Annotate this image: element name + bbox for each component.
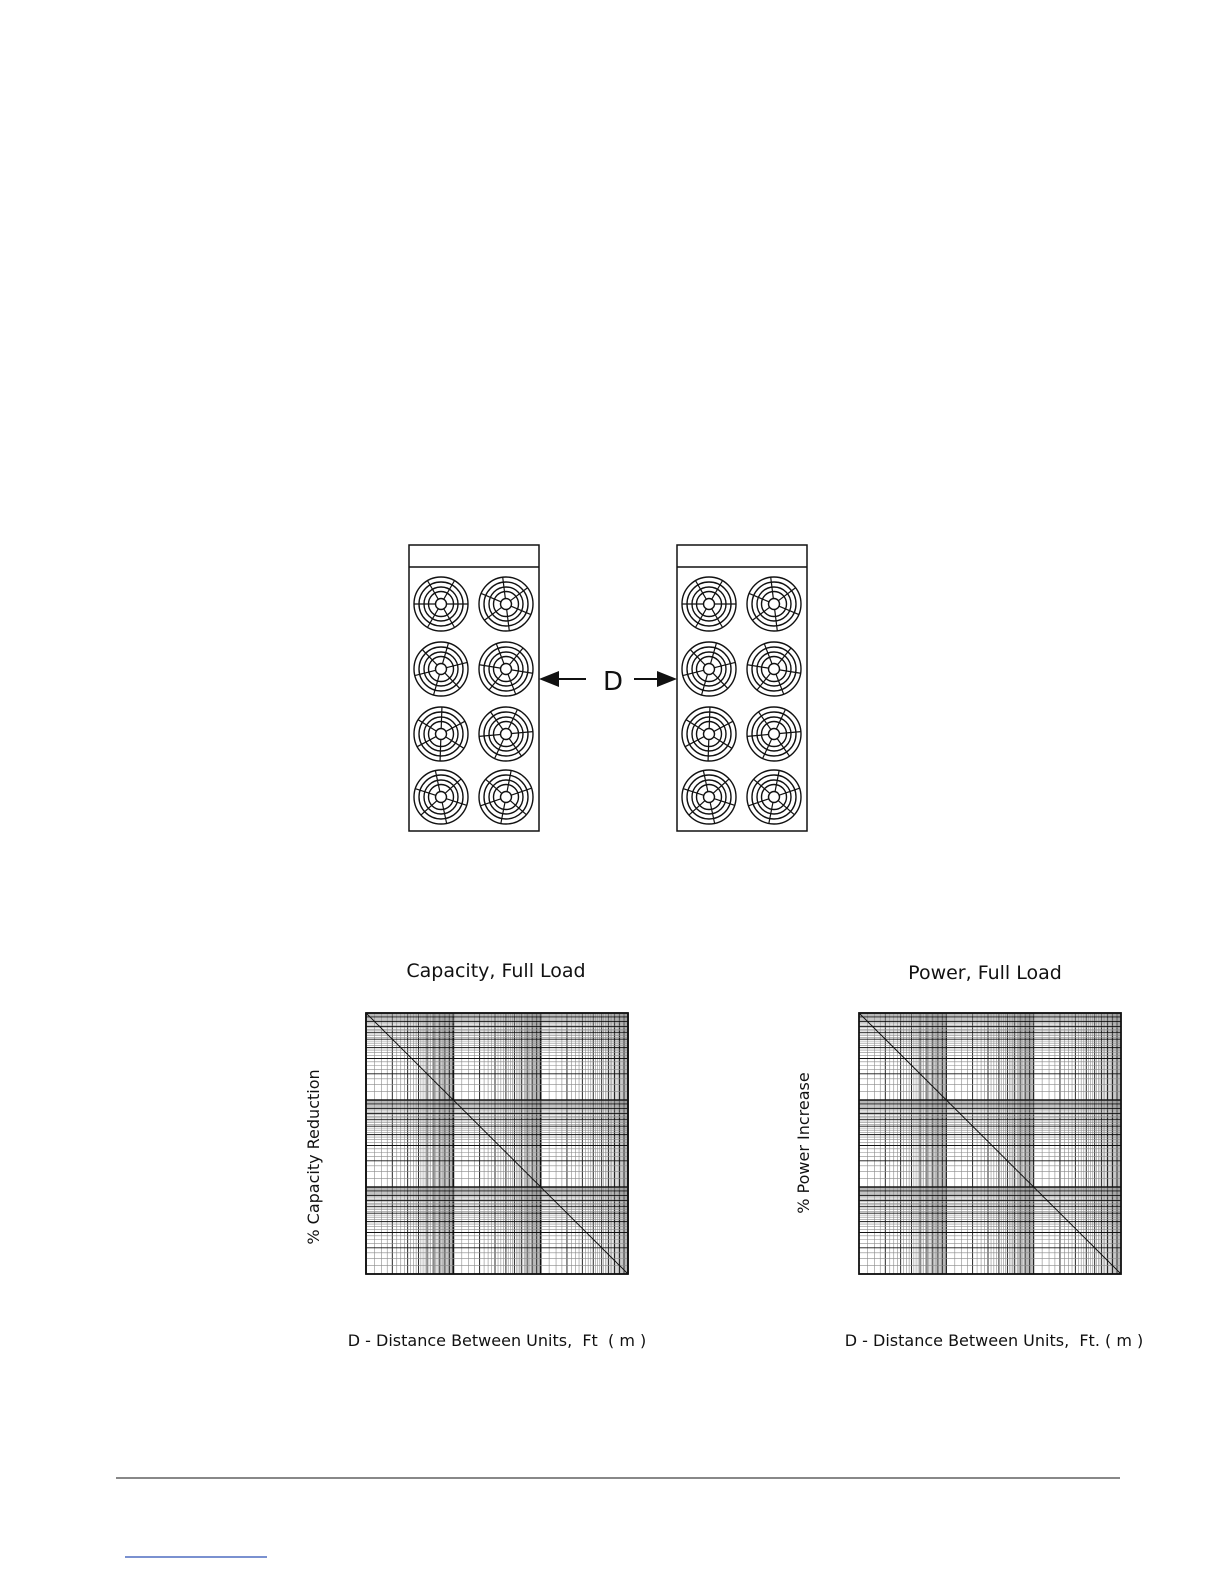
capacity-chart-title: Capacity, Full Load (406, 960, 586, 982)
fan-grille-icon (682, 770, 736, 824)
power-chart-title: Power, Full Load (908, 962, 1062, 984)
fan-grille-icon (414, 642, 468, 696)
capacity-chart (304, 960, 646, 1350)
fan-grille-icon (414, 770, 468, 824)
capacity-chart-xlabel: D - Distance Between Units, Ft ( m ) (347, 1331, 647, 1350)
fan-grille-icon (414, 707, 468, 761)
fan-grille-icon (747, 577, 801, 631)
fan-grille-icon (479, 577, 533, 631)
power-chart-ylabel: % Power Increase (794, 1072, 813, 1214)
power-chart-xlabel: D - Distance Between Units, Ft. ( m ) (844, 1331, 1144, 1350)
fan-grille-icon (747, 642, 801, 696)
fan-grille-icon (747, 770, 801, 824)
power-chart (794, 962, 1143, 1350)
arrowhead-right-icon (657, 671, 677, 687)
fan-grille-icon (479, 642, 533, 696)
unit-right-outline (677, 545, 807, 831)
fan-grille-icon (479, 707, 533, 761)
fan-grille-icon (479, 770, 533, 824)
capacity-reduction-line (366, 1013, 628, 1274)
power-increase-line (859, 1013, 1121, 1274)
fan-grille-icon (682, 642, 736, 696)
unit-left-fan-array (414, 577, 533, 824)
distance-dimension (539, 667, 677, 697)
unit-left-outline (409, 545, 539, 831)
unit-spacing-diagram (409, 545, 807, 831)
unit-right-fan-array (682, 577, 801, 824)
fan-grille-icon (682, 707, 736, 761)
fan-grille-icon (747, 707, 801, 761)
fan-grille-icon (682, 577, 736, 631)
distance-label: D (602, 667, 624, 697)
condenser-unit-left (409, 545, 539, 831)
arrowhead-left-icon (539, 671, 559, 687)
fan-grille-icon (414, 577, 468, 631)
condenser-unit-right (677, 545, 807, 831)
capacity-chart-ylabel: % Capacity Reduction (304, 1069, 323, 1245)
